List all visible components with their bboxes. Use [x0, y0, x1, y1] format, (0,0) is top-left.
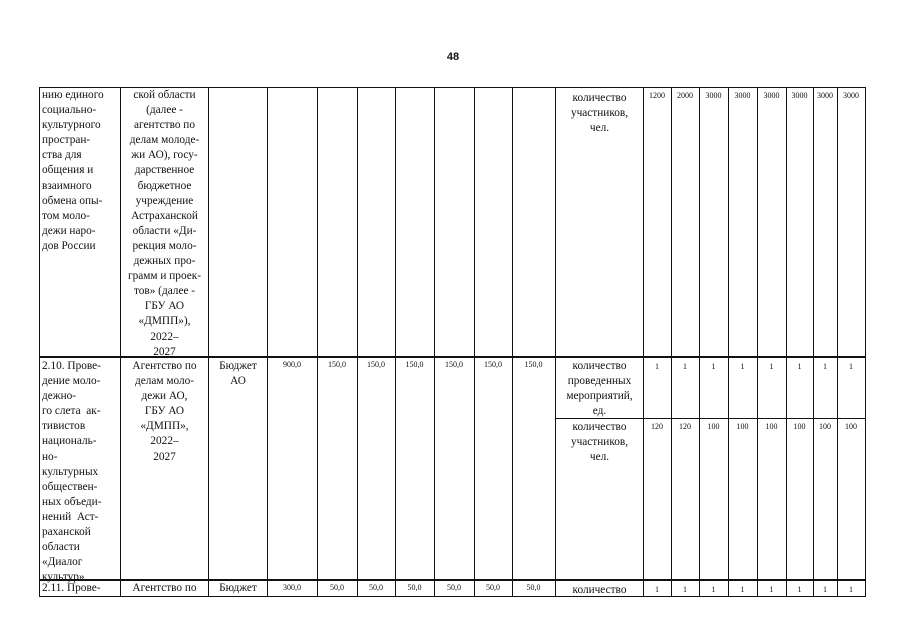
indicator-value: 1 [655, 585, 659, 594]
event-name-cell: 2.10. Прове- дение моло- дежно- го слета ак- тивистов националь- но- культурных обществен- ных объеди- нений Аст- раханской области «Диалог культур» [42, 360, 102, 584]
indicator-value: 1 [849, 362, 853, 371]
indicator-value: 2000 [677, 91, 693, 100]
indicator-value: 100 [793, 422, 806, 431]
funding-value: 150,0 [524, 360, 543, 369]
funding-value: 50,0 [526, 583, 541, 592]
funding-value: 50,0 [330, 583, 344, 592]
indicator-cell: количество участников, чел. [570, 421, 629, 464]
funding-value: 50,0 [447, 583, 461, 592]
funding-value: 300,0 [283, 583, 301, 592]
indicator-value: 1 [683, 362, 687, 371]
indicator-cell: количество участников, чел. [570, 92, 629, 135]
indicator-value: 1 [769, 362, 774, 371]
indicator-value: 1 [711, 585, 716, 594]
indicator-value: 1 [849, 585, 853, 594]
funding-source-cell: Бюджет АО [219, 360, 257, 388]
executor-cell: Агентство по [132, 582, 197, 594]
indicator-cell: количество проведенных мероприятий, ед. [566, 360, 633, 418]
indicator-value: 120 [651, 422, 663, 431]
executor-cell: ской области (далее - агентство по делам молоде- жи АО), госу- дарственное бюджетное учреждение Астраханской области «Ди- рекция моло- дежных про- грамм и проек- тов» (далее - ГБУ АО «ДМПП»), 2022– 2027 [127, 89, 202, 358]
funding-value: 150,0 [405, 360, 424, 369]
indicator-value: 3000 [791, 91, 808, 100]
executor-cell: Агентство по делам моло- дежи АО, ГБУ АО «ДМПП», 2022– 2027 [132, 360, 197, 463]
indicator-value: 3000 [734, 91, 751, 100]
indicator-value: 100 [765, 422, 778, 431]
indicator-value: 100 [707, 422, 720, 431]
indicator-value: 1 [797, 362, 802, 371]
funding-value: 150,0 [328, 360, 346, 369]
indicator-value: 1 [823, 362, 827, 371]
indicator-value: 1 [655, 362, 659, 371]
indicator-value: 3000 [763, 91, 780, 100]
indicator-value: 100 [736, 422, 749, 431]
funding-value: 150,0 [367, 360, 385, 369]
page-number: 48 [446, 51, 460, 63]
funding-value: 150,0 [484, 360, 502, 369]
indicator-value: 3000 [817, 91, 833, 100]
indicator-value: 1 [740, 362, 745, 371]
funding-value: 150,0 [445, 360, 463, 369]
indicator-value: 100 [845, 422, 857, 431]
indicator-value: 1 [769, 585, 774, 594]
funding-value: 50,0 [486, 583, 500, 592]
indicator-value: 1200 [649, 91, 665, 100]
indicator-cell: количество [572, 584, 627, 596]
event-name-cell: 2.11. Прове- [42, 582, 101, 594]
indicator-value: 1 [683, 585, 687, 594]
indicator-value: 1 [823, 585, 827, 594]
funding-value: 50,0 [407, 583, 422, 592]
indicator-value: 3000 [843, 91, 859, 100]
funding-value: 900,0 [283, 360, 301, 369]
indicator-value: 120 [679, 422, 691, 431]
indicator-value: 100 [819, 422, 831, 431]
funding-value: 50,0 [369, 583, 383, 592]
event-name-cell: нию единого социально- культурного простран‑ ства для общения и взаимного обмена опы- том моло- дежи наро- дов России [42, 89, 104, 252]
indicator-value: 1 [797, 585, 802, 594]
indicator-value: 1 [740, 585, 745, 594]
indicator-value: 1 [711, 362, 716, 371]
funding-source-cell: Бюджет [219, 582, 257, 594]
indicator-value: 3000 [705, 91, 722, 100]
